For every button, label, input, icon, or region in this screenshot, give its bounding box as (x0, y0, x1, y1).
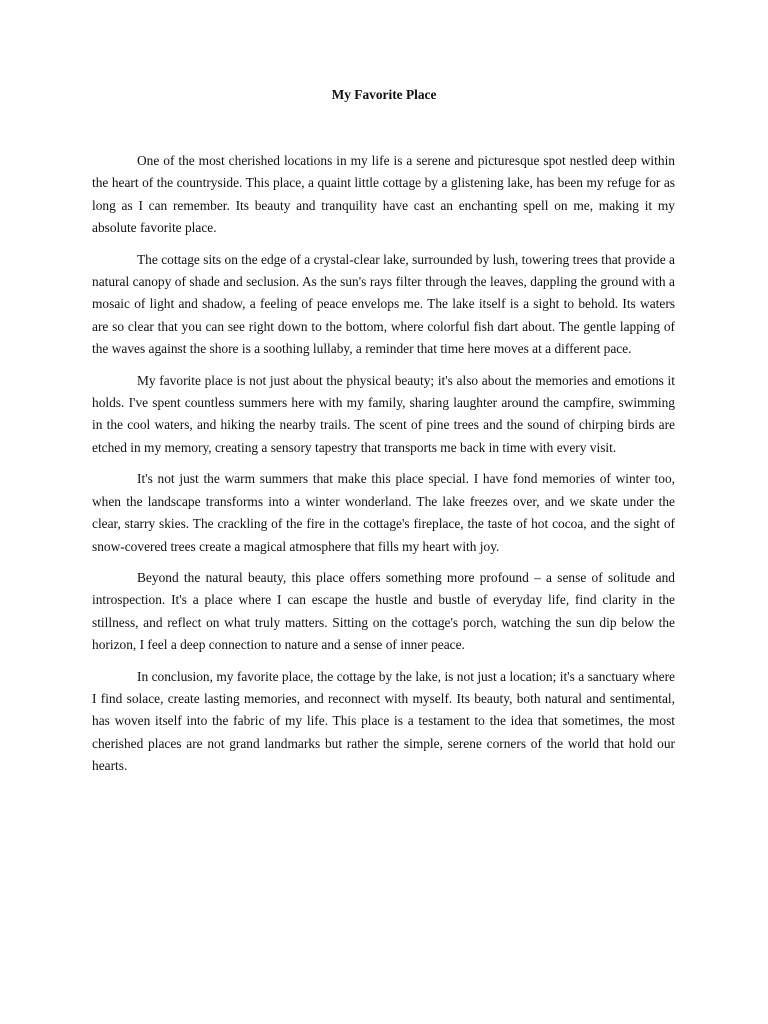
document-body (92, 150, 675, 787)
paragraph-6: In conclusion, my favorite place, the cottage by the lake, is not just a location; it's a sanctuary where I find solace, create lasting memories, and reconnect with myself. Its beauty, both natural and sentimental, has woven itself into the fabric of my life. This place is a testament to the idea that sometimes, the most cherished places are not grand landmarks but rather the simple, serene corners of the world that hold our hearts. (92, 668, 675, 774)
paragraph-1: One of the most cherished locations in my life is a serene and picturesque spot nestled deep within the heart of the countryside. This place, a quaint little cottage by a glistening lake, has been my refuge for as long as I can remember. Its beauty and tranquility have cast an enchanting spell on me, making it my absolute favorite place. (92, 153, 675, 236)
paragraph-3: My favorite place is not just about the physical beauty; it's also about the memories and emotions it holds. I've spent countless summers here with my family, sharing laughter around the campfire, swimming in the cool waters, and hiking the nearby trails. The scent of pine trees and the sound of chirping birds are etched in my memory, creating a sensory tapestry that transports me back in time with every visit. (92, 372, 675, 455)
paragraph-2: The cottage sits on the edge of a crystal-clear lake, surrounded by lush, towering trees that provide a natural canopy of shade and seclusion. As the sun's rays filter through the leaves, dappling the ground with a mosaic of light and shadow, a feeling of peace envelops me. The lake itself is a sight to behold. Its waters are so clear that you can see right down to the bottom, where colorful fish dart about. The gentle lapping of the waves against the shore is a soothing lullaby, a reminder that time here moves at a different pace. (92, 251, 675, 357)
document-title: My Favorite Place (331, 87, 437, 102)
paragraph-4: It's not just the warm summers that make this place special. I have fond memories of winter too, when the landscape transforms into a winter wonderland. The lake freezes over, and we skate under the clear, starry skies. The crackling of the fire in the cottage's fireplace, the taste of hot cocoa, and the sight of snow-covered trees create a magical atmosphere that fills my heart with joy. (92, 471, 675, 554)
paragraph-5: Beyond the natural beauty, this place offers something more profound – a sense of solitude and introspection. It's a place where I can escape the hustle and bustle of everyday life, find clarity in the stillness, and reflect on what truly matters. Sitting on the cottage's porch, watching the sun dip below the horizon, I feel a deep connection to nature and a sense of inner peace. (92, 569, 675, 653)
